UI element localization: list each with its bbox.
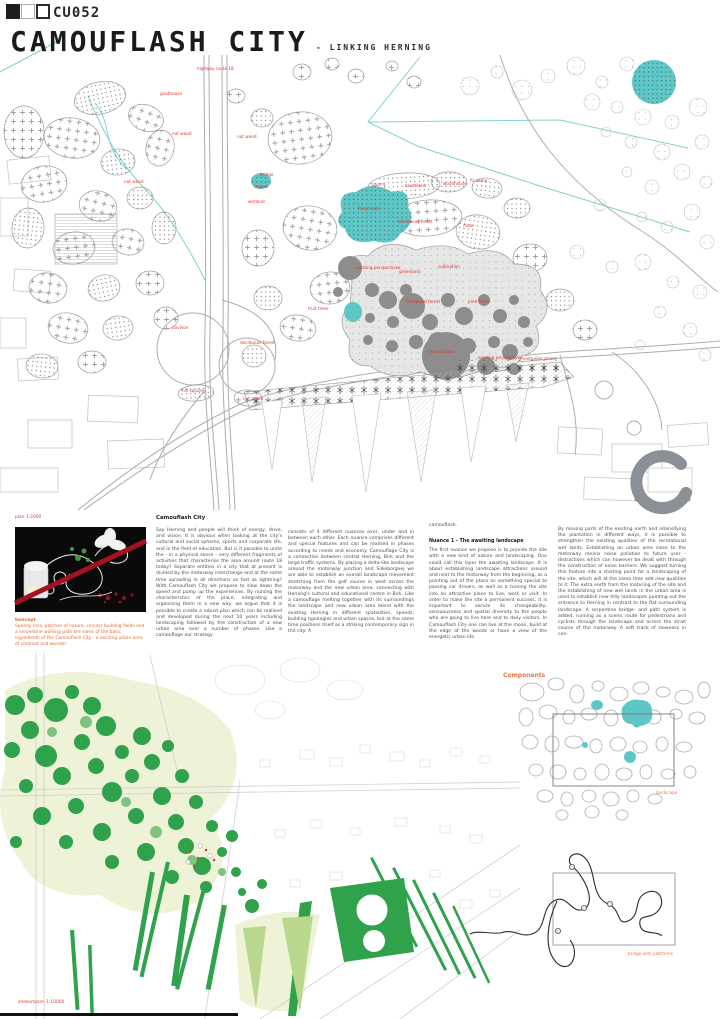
- article-col1-text: Say Herning and people will think of energy, drive, and vision. It is obvious when looking at the city's cultural and social spheres, sports and corporate life, and in the field of education. But is it possible to unite the - in a physical sense - very different fragments of activities that characterise the area around route 18 today? Separate entities in a city that at present is divided by the motorway interchange and at the same time sprawling in all directions as fast as lightning? With Camouflash City we propose to slow down the speed and pump up the experiences. By nursing the characteristics of the place, integrating and organising them in a new way, we argue that it is possible to create a robust plan which can be realised and developed during the next 10 years including landscaping followed by the construction of a new urban area over a number of phases. Like a camouflage our strategy: [156, 528, 282, 639]
- filled-square-icon: [6, 4, 20, 19]
- map-label: nut wood: [172, 131, 192, 136]
- outline-square-icon: [36, 4, 50, 19]
- map-label: greenland: [399, 269, 421, 274]
- plan-scale-caption: plan 1:2000: [15, 515, 42, 520]
- map-label: forest lake: [358, 206, 380, 211]
- article-column-1: [156, 515, 282, 640]
- map-label: nut grove: [243, 396, 264, 401]
- map-label: existing perspectives: [478, 355, 523, 360]
- map-label: deciduous forest: [398, 219, 433, 224]
- map-label: quarry: [372, 182, 386, 187]
- article-column-3: [429, 523, 547, 641]
- component-label-bridge: bridge with platforms: [628, 951, 673, 956]
- map-label: woodhouse: [443, 181, 467, 186]
- article-column-4: [558, 527, 686, 639]
- koncept-caption: [15, 618, 146, 648]
- article-col3-text: The first nuance we propose is to provide the site with a new kind of nature and landscaping. One could call this layer the awaiting landscape. It is about establishing landscape attractions around and next to the motorway from the beginning, as a pointing out of the place as something special to passing car drivers, as well as a turning the site into an attractive place to live, work or visit. In order to make the site a permanent success, it is important to secure its changeability, sensuousness and spatial diversity to the people who are going to live here and to daily visitors. In Camouflash City one can live at the moon, build at the edge of the woods or have a view of the energetic urban life.: [429, 548, 547, 641]
- article-col4-text: By moving parts of the existing earth and intensifying the plantation in different ways, it is possible to strengthen the existing qualities of the recreational wet lands. Establishing an urban area close to the motorway means noise pollution to future user - distractions which can however be dealt with through the construction of noise barriers. We suggest turning this feature into a starting point for a landscaping of the site, which will at the same time add new qualities to it. The extra earth from the maturing of the site and the establishing of new wet lands in the urban area is used to establish new hilly landscapes pointing out the entrance to Herning in contrast to the flat surrounding landscape. A serpentine bridge- and path system is added, running as a scenic route for pedestrians and cyclists through the landscape and across the strait course of the motorway. A soft track of slowness in con-: [558, 527, 686, 638]
- pale-meadow-patches: [0, 672, 320, 1011]
- map-label: nut wood: [124, 179, 144, 184]
- map-label: marketplace: [428, 349, 455, 354]
- bottom-rule: [0, 1013, 238, 1016]
- siteplan-scale-caption: sitekomplan 1:10000: [18, 1000, 65, 1005]
- delta-landscape: [244, 360, 574, 492]
- components-heading: Components: [503, 672, 546, 679]
- component-landscape-diagram: [519, 678, 710, 820]
- article-col3-intro: camouflash.: [429, 523, 458, 528]
- component-bridge-diagram: [470, 854, 675, 967]
- map-label: montpelier street: [520, 356, 557, 361]
- map-label: deciduous forest: [240, 340, 275, 345]
- map-label: highway route 18: [197, 66, 234, 71]
- component-label-landscape: landscape: [656, 790, 678, 795]
- map-label: heathland: [405, 183, 427, 188]
- map-label: nut wood: [237, 134, 257, 139]
- map-label: bridge: [260, 172, 274, 177]
- bottom-plan-map: [0, 652, 520, 1019]
- poster-subtitle: - LINKING HERNING: [316, 43, 432, 52]
- map-label: hill square: [182, 388, 204, 393]
- project-code: CU052: [53, 5, 101, 21]
- outline-square-icon: [21, 4, 35, 19]
- article-col2-text: consists of 4 different nuances over, under and in between each other. Each nuance comprises different and special features and can be realised in phases according to needs and economy. Camouflage City is a connection between central Herning, Birk and the large traffic systems. By placing a delta-like landscape around the motorway junction and Silkeborgvej we are able to establish an overall landscape movement stretching from the golf course in west across the motorway and the new urban area, connecting with Herning's cultural and educational centre in Birk. Like a camouflage melting together with its surroundings the landscape and new urban area blend with the existing Herning in different spatialities, speeds, building typologies and urban spaces, but at the same time positions itself as a striking contemporary sign in the city: A: [288, 530, 414, 635]
- logo-squares: [6, 4, 50, 19]
- map-label: fruit trees: [308, 306, 329, 311]
- map-label: existing perspectives: [356, 265, 401, 270]
- koncept-heading: koncept: [15, 618, 36, 623]
- article-column-2: [288, 530, 414, 635]
- site-plan-map: [0, 40, 720, 510]
- green-platform-block: [330, 878, 414, 962]
- map-label: hardwood forest: [406, 299, 441, 304]
- koncept-text: Speedy cars, patches of nature, circular building fields and a serpentine walking path are some of the basic ingredients of the Camouflash City - a exciting urban area of contrast and wonder.: [15, 624, 145, 647]
- poster-title: CAMOUFLASH CITY: [10, 25, 308, 58]
- map-label: pine forest: [468, 299, 491, 304]
- map-label: lagoon: [254, 184, 269, 189]
- map-label: moor: [463, 223, 474, 228]
- map-label: cultivation: [438, 264, 460, 269]
- map-label: pavilion: [172, 325, 189, 330]
- map-label: fir camp: [470, 178, 488, 183]
- nuance-heading: Nuance 1 - The awaiting landscape: [429, 539, 524, 545]
- map-label: goathouse: [160, 91, 183, 96]
- article-heading: Camouflash City: [156, 515, 206, 521]
- map-label: wetland: [248, 199, 265, 204]
- concept-collage-image: [15, 527, 146, 612]
